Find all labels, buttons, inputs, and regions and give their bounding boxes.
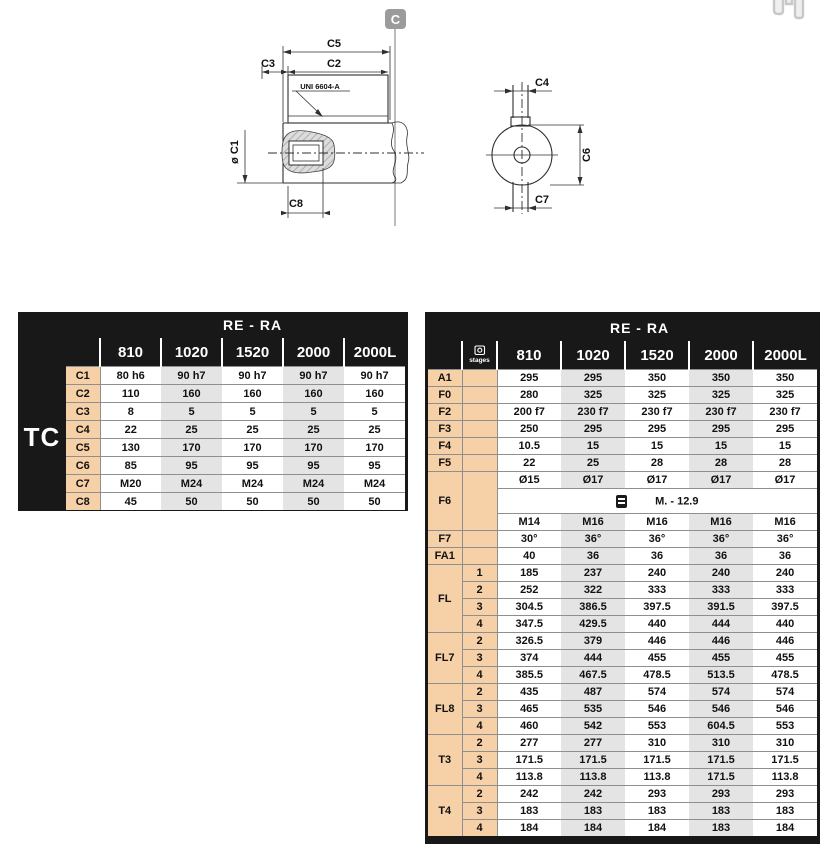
row-group-label: FL7 — [428, 633, 462, 684]
value-cell: 8 — [100, 403, 161, 421]
shaft-end-view-drawing — [478, 62, 608, 222]
value-cell: 535 — [561, 701, 625, 718]
row-label: FA1 — [428, 548, 462, 565]
value-cell: 293 — [753, 786, 817, 803]
dimension-row — [66, 367, 405, 385]
value-cell: 230 f7 — [753, 404, 817, 421]
value-cell: 230 f7 — [625, 404, 689, 421]
stage-number-cell: 4 — [462, 616, 497, 633]
value-cell: 36° — [689, 531, 753, 548]
value-cell: 28 — [625, 455, 689, 472]
dimension-row — [428, 786, 817, 803]
dimension-row — [428, 565, 817, 582]
value-cell: 95 — [161, 457, 222, 475]
table-title-row — [428, 315, 817, 341]
value-cell: 325 — [753, 387, 817, 404]
row-label: F7 — [428, 531, 462, 548]
value-cell: 160 — [344, 385, 405, 403]
dimension-row — [428, 701, 817, 718]
value-cell: 36 — [625, 548, 689, 565]
value-cell: 130 — [100, 439, 161, 457]
column-header-row — [66, 338, 405, 367]
value-cell: 574 — [689, 684, 753, 701]
value-cell: 30° — [497, 531, 561, 548]
column-header: 2000 — [689, 341, 753, 370]
value-cell: 5 — [161, 403, 222, 421]
dimension-row — [428, 421, 817, 438]
row-label: C5 — [66, 439, 100, 457]
dimension-row — [428, 582, 817, 599]
dimension-row — [428, 735, 817, 752]
dimension-row — [428, 667, 817, 684]
stage-number-cell: 2 — [462, 633, 497, 650]
value-cell: 513.5 — [689, 667, 753, 684]
dimension-row — [428, 472, 817, 489]
value-cell: M24 — [222, 475, 283, 493]
value-cell: 604.5 — [689, 718, 753, 735]
value-cell: 50 — [161, 493, 222, 511]
stage-number-cell: 4 — [462, 718, 497, 735]
dimension-row — [428, 820, 817, 837]
keyway-standard-label: UNI 6604-A — [300, 82, 340, 91]
stage-number-cell: 2 — [462, 786, 497, 803]
value-cell: Ø15 — [497, 472, 561, 489]
row-group-label: FL8 — [428, 684, 462, 735]
value-cell: 25 — [222, 421, 283, 439]
row-label: C1 — [66, 367, 100, 385]
table-title-row — [66, 312, 405, 338]
value-cell: 325 — [625, 387, 689, 404]
dimension-row — [66, 421, 405, 439]
value-cell: 379 — [561, 633, 625, 650]
value-cell: 183 — [561, 803, 625, 820]
value-cell: 553 — [625, 718, 689, 735]
value-cell: 36° — [625, 531, 689, 548]
value-cell: 90 h7 — [283, 367, 344, 385]
value-cell: 242 — [561, 786, 625, 803]
dim-c1-label: ø C1 — [229, 140, 241, 164]
value-cell: 350 — [753, 370, 817, 387]
blank-header-cell — [66, 312, 100, 338]
value-cell: 240 — [625, 565, 689, 582]
row-group-label: F6 — [428, 472, 462, 531]
value-cell: 171.5 — [561, 752, 625, 769]
blank-header-cell — [428, 315, 462, 341]
value-cell: 171.5 — [497, 752, 561, 769]
value-cell: 295 — [689, 421, 753, 438]
value-cell: 455 — [753, 650, 817, 667]
row-label: A1 — [428, 370, 462, 387]
row-label: C8 — [66, 493, 100, 511]
value-cell: 15 — [753, 438, 817, 455]
value-cell: 574 — [625, 684, 689, 701]
value-cell: 171.5 — [753, 752, 817, 769]
stages-icon — [474, 345, 486, 356]
stage-cell — [462, 421, 497, 438]
value-cell: 465 — [497, 701, 561, 718]
value-cell: 310 — [625, 735, 689, 752]
row-label: F5 — [428, 455, 462, 472]
dimension-row — [428, 531, 817, 548]
dimension-row — [428, 633, 817, 650]
value-cell: 50 — [344, 493, 405, 511]
value-cell: 25 — [161, 421, 222, 439]
column-header-row — [428, 341, 817, 370]
value-cell: 171.5 — [625, 752, 689, 769]
stage-number-cell: 3 — [462, 599, 497, 616]
value-cell: 25 — [561, 455, 625, 472]
stage-cell — [462, 387, 497, 404]
column-header: 1020 — [561, 341, 625, 370]
value-cell: 310 — [753, 735, 817, 752]
value-cell: 455 — [625, 650, 689, 667]
dimension-row — [428, 752, 817, 769]
stage-number-cell: 4 — [462, 769, 497, 786]
stage-number-cell: 2 — [462, 735, 497, 752]
value-cell: 347.5 — [497, 616, 561, 633]
stage-number-cell: 3 — [462, 650, 497, 667]
row-label: F4 — [428, 438, 462, 455]
value-cell: M14 — [497, 514, 561, 531]
dim-c2-label: C2 — [326, 58, 342, 70]
value-cell: 467.5 — [561, 667, 625, 684]
value-cell: M24 — [283, 475, 344, 493]
value-cell: Ø17 — [689, 472, 753, 489]
value-cell: 230 f7 — [561, 404, 625, 421]
value-cell: 160 — [161, 385, 222, 403]
value-cell: 170 — [344, 439, 405, 457]
dimension-row — [66, 493, 405, 511]
value-cell: 295 — [753, 421, 817, 438]
value-cell: 295 — [561, 421, 625, 438]
column-header: 1520 — [222, 338, 283, 367]
blank-header-cell — [66, 338, 100, 367]
value-cell: 322 — [561, 582, 625, 599]
value-cell: 374 — [497, 650, 561, 667]
value-cell: 36 — [689, 548, 753, 565]
value-cell: 440 — [625, 616, 689, 633]
value-cell: 460 — [497, 718, 561, 735]
table-title: RE - RA — [222, 317, 283, 333]
dim-c8-label: C8 — [288, 198, 304, 210]
dimension-row — [428, 455, 817, 472]
value-cell: 446 — [625, 633, 689, 650]
row-label: C3 — [66, 403, 100, 421]
value-cell: 113.8 — [497, 769, 561, 786]
row-label: F0 — [428, 387, 462, 404]
value-cell: 546 — [689, 701, 753, 718]
value-cell: 95 — [283, 457, 344, 475]
dimension-row — [428, 769, 817, 786]
value-cell: 446 — [689, 633, 753, 650]
stage-cell — [462, 531, 497, 548]
row-label: C2 — [66, 385, 100, 403]
value-cell: 574 — [753, 684, 817, 701]
value-cell: 28 — [753, 455, 817, 472]
value-cell: 95 — [222, 457, 283, 475]
dimension-row — [428, 370, 817, 387]
re-ra-table — [428, 315, 817, 836]
value-cell: 183 — [497, 803, 561, 820]
re-ra-dimensions-table — [425, 312, 820, 844]
stage-cell — [462, 404, 497, 421]
value-cell: M16 — [561, 514, 625, 531]
stage-number-cell: 2 — [462, 582, 497, 599]
value-cell: 542 — [561, 718, 625, 735]
value-cell: 36 — [753, 548, 817, 565]
value-cell: 5 — [344, 403, 405, 421]
tc-table — [66, 312, 405, 510]
value-cell: 240 — [689, 565, 753, 582]
value-cell: 50 — [283, 493, 344, 511]
dimension-row — [428, 438, 817, 455]
value-cell: 170 — [283, 439, 344, 457]
value-cell: 185 — [497, 565, 561, 582]
value-cell: 397.5 — [753, 599, 817, 616]
value-cell: 113.8 — [561, 769, 625, 786]
row-label: F3 — [428, 421, 462, 438]
value-cell: 171.5 — [689, 769, 753, 786]
value-cell: 90 h7 — [222, 367, 283, 385]
row-label: C6 — [66, 457, 100, 475]
dimension-row — [428, 404, 817, 421]
value-cell: 386.5 — [561, 599, 625, 616]
dimension-row — [66, 475, 405, 493]
value-cell: 440 — [753, 616, 817, 633]
value-cell: 310 — [689, 735, 753, 752]
stage-cell — [462, 370, 497, 387]
value-cell: M24 — [161, 475, 222, 493]
value-cell: 391.5 — [689, 599, 753, 616]
dimension-row — [66, 439, 405, 457]
value-cell: 5 — [222, 403, 283, 421]
value-cell: 333 — [625, 582, 689, 599]
dimension-row — [428, 387, 817, 404]
value-cell: 85 — [100, 457, 161, 475]
dim-c3-label: C3 — [260, 58, 276, 70]
value-cell: Ø17 — [625, 472, 689, 489]
value-cell: 546 — [625, 701, 689, 718]
value-cell: 80 h6 — [100, 367, 161, 385]
value-cell: 325 — [689, 387, 753, 404]
value-cell: 478.5 — [753, 667, 817, 684]
value-cell: 184 — [753, 820, 817, 837]
column-header: 2000L — [753, 341, 817, 370]
dim-c7-label: C7 — [534, 194, 550, 206]
stages-header — [462, 341, 497, 370]
value-cell: M20 — [100, 475, 161, 493]
stage-number-cell: 4 — [462, 667, 497, 684]
value-cell: 22 — [497, 455, 561, 472]
dim-c6-label: C6 — [581, 147, 593, 163]
stage-cell — [462, 472, 497, 531]
value-cell: M16 — [753, 514, 817, 531]
value-cell: 184 — [561, 820, 625, 837]
value-cell: 325 — [561, 387, 625, 404]
value-cell: 237 — [561, 565, 625, 582]
dim-c5-label: C5 — [326, 38, 342, 50]
section-c-badge — [385, 9, 406, 29]
value-cell: 293 — [689, 786, 753, 803]
value-cell: 385.5 — [497, 667, 561, 684]
value-cell: 277 — [497, 735, 561, 752]
stage-cell — [462, 548, 497, 565]
value-cell: 429.5 — [561, 616, 625, 633]
value-cell: 170 — [161, 439, 222, 457]
value-cell: 36° — [753, 531, 817, 548]
value-cell: 546 — [753, 701, 817, 718]
dim-c4-label: C4 — [534, 77, 550, 89]
value-cell: 295 — [625, 421, 689, 438]
stage-number-cell: 4 — [462, 820, 497, 837]
tc-side-label: TC — [23, 421, 61, 452]
value-cell: 435 — [497, 684, 561, 701]
dimension-row — [428, 684, 817, 701]
value-cell: 487 — [561, 684, 625, 701]
value-cell: 183 — [689, 803, 753, 820]
stage-number-cell: 1 — [462, 565, 497, 582]
value-cell: 113.8 — [753, 769, 817, 786]
value-cell: 90 h7 — [161, 367, 222, 385]
value-cell: 90 h7 — [344, 367, 405, 385]
value-cell: 478.5 — [625, 667, 689, 684]
dimension-row — [66, 403, 405, 421]
row-label: C7 — [66, 475, 100, 493]
value-cell: 25 — [283, 421, 344, 439]
value-cell: 295 — [497, 370, 561, 387]
value-cell: 350 — [625, 370, 689, 387]
value-cell: 10.5 — [497, 438, 561, 455]
value-cell: 242 — [497, 786, 561, 803]
dimension-row — [428, 650, 817, 667]
row-label: C4 — [66, 421, 100, 439]
dimension-row — [428, 616, 817, 633]
value-cell: Ø17 — [561, 472, 625, 489]
value-cell: 333 — [689, 582, 753, 599]
stage-number-cell: 3 — [462, 803, 497, 820]
value-cell: M16 — [625, 514, 689, 531]
value-cell: 446 — [753, 633, 817, 650]
value-cell: 183 — [753, 803, 817, 820]
dimension-row — [428, 548, 817, 565]
value-cell: 397.5 — [625, 599, 689, 616]
value-cell: 50 — [222, 493, 283, 511]
tc-dimensions-table — [18, 312, 408, 511]
value-cell: 277 — [561, 735, 625, 752]
value-cell: 15 — [689, 438, 753, 455]
row-group-label: T4 — [428, 786, 462, 837]
value-cell: 171.5 — [689, 752, 753, 769]
column-header: 1520 — [625, 341, 689, 370]
table-title: RE - RA — [609, 320, 670, 336]
value-cell: 36 — [561, 548, 625, 565]
gearbox-pictogram-icon — [770, 0, 806, 25]
value-cell: 184 — [497, 820, 561, 837]
value-cell: 184 — [625, 820, 689, 837]
value-cell: 252 — [497, 582, 561, 599]
column-header: 810 — [497, 341, 561, 370]
value-cell: 200 f7 — [497, 404, 561, 421]
dimension-row — [428, 718, 817, 735]
dimension-row — [428, 803, 817, 820]
value-cell: M24 — [344, 475, 405, 493]
value-cell: 110 — [100, 385, 161, 403]
value-cell: 5 — [283, 403, 344, 421]
value-cell: 304.5 — [497, 599, 561, 616]
value-cell: 326.5 — [497, 633, 561, 650]
value-cell: 280 — [497, 387, 561, 404]
stages-header-label: stages — [469, 357, 490, 365]
column-header: 810 — [100, 338, 161, 367]
value-cell: 28 — [689, 455, 753, 472]
value-cell: 113.8 — [625, 769, 689, 786]
row-label: F2 — [428, 404, 462, 421]
stage-number-cell: 2 — [462, 684, 497, 701]
column-header: 1020 — [161, 338, 222, 367]
value-cell: M16 — [689, 514, 753, 531]
stage-cell — [462, 438, 497, 455]
value-cell: 230 f7 — [689, 404, 753, 421]
value-cell: 183 — [625, 803, 689, 820]
value-cell: 36° — [561, 531, 625, 548]
value-cell: 22 — [100, 421, 161, 439]
dimension-row — [428, 599, 817, 616]
value-cell: Ø17 — [753, 472, 817, 489]
stage-cell — [462, 455, 497, 472]
value-cell: 295 — [561, 370, 625, 387]
value-cell: 45 — [100, 493, 161, 511]
value-cell: 444 — [561, 650, 625, 667]
shaft-side-view-drawing — [222, 30, 437, 235]
value-cell: 170 — [222, 439, 283, 457]
value-cell: 240 — [753, 565, 817, 582]
row-group-label: T3 — [428, 735, 462, 786]
row-group-label: FL — [428, 565, 462, 633]
stage-number-cell: 3 — [462, 701, 497, 718]
column-header: 2000L — [344, 338, 405, 367]
value-cell: 15 — [625, 438, 689, 455]
value-cell: 444 — [689, 616, 753, 633]
value-cell: 160 — [283, 385, 344, 403]
stage-number-cell: 3 — [462, 752, 497, 769]
value-cell: 455 — [689, 650, 753, 667]
value-cell: 333 — [753, 582, 817, 599]
value-cell: 25 — [344, 421, 405, 439]
value-cell: 160 — [222, 385, 283, 403]
dimension-row — [66, 385, 405, 403]
value-cell: 15 — [561, 438, 625, 455]
blank-header-cell — [428, 341, 462, 370]
section-letter: C — [390, 11, 401, 27]
bolt-class-text: M. - 12.9 — [655, 495, 699, 507]
column-header: 2000 — [283, 338, 344, 367]
bolt-note-cell — [497, 489, 817, 514]
value-cell: 553 — [753, 718, 817, 735]
value-cell: 95 — [344, 457, 405, 475]
value-cell: 250 — [497, 421, 561, 438]
dimension-row — [66, 457, 405, 475]
value-cell: 350 — [689, 370, 753, 387]
value-cell: 40 — [497, 548, 561, 565]
bolt-class-icon — [616, 495, 627, 508]
value-cell: 183 — [689, 820, 753, 837]
value-cell: 293 — [625, 786, 689, 803]
